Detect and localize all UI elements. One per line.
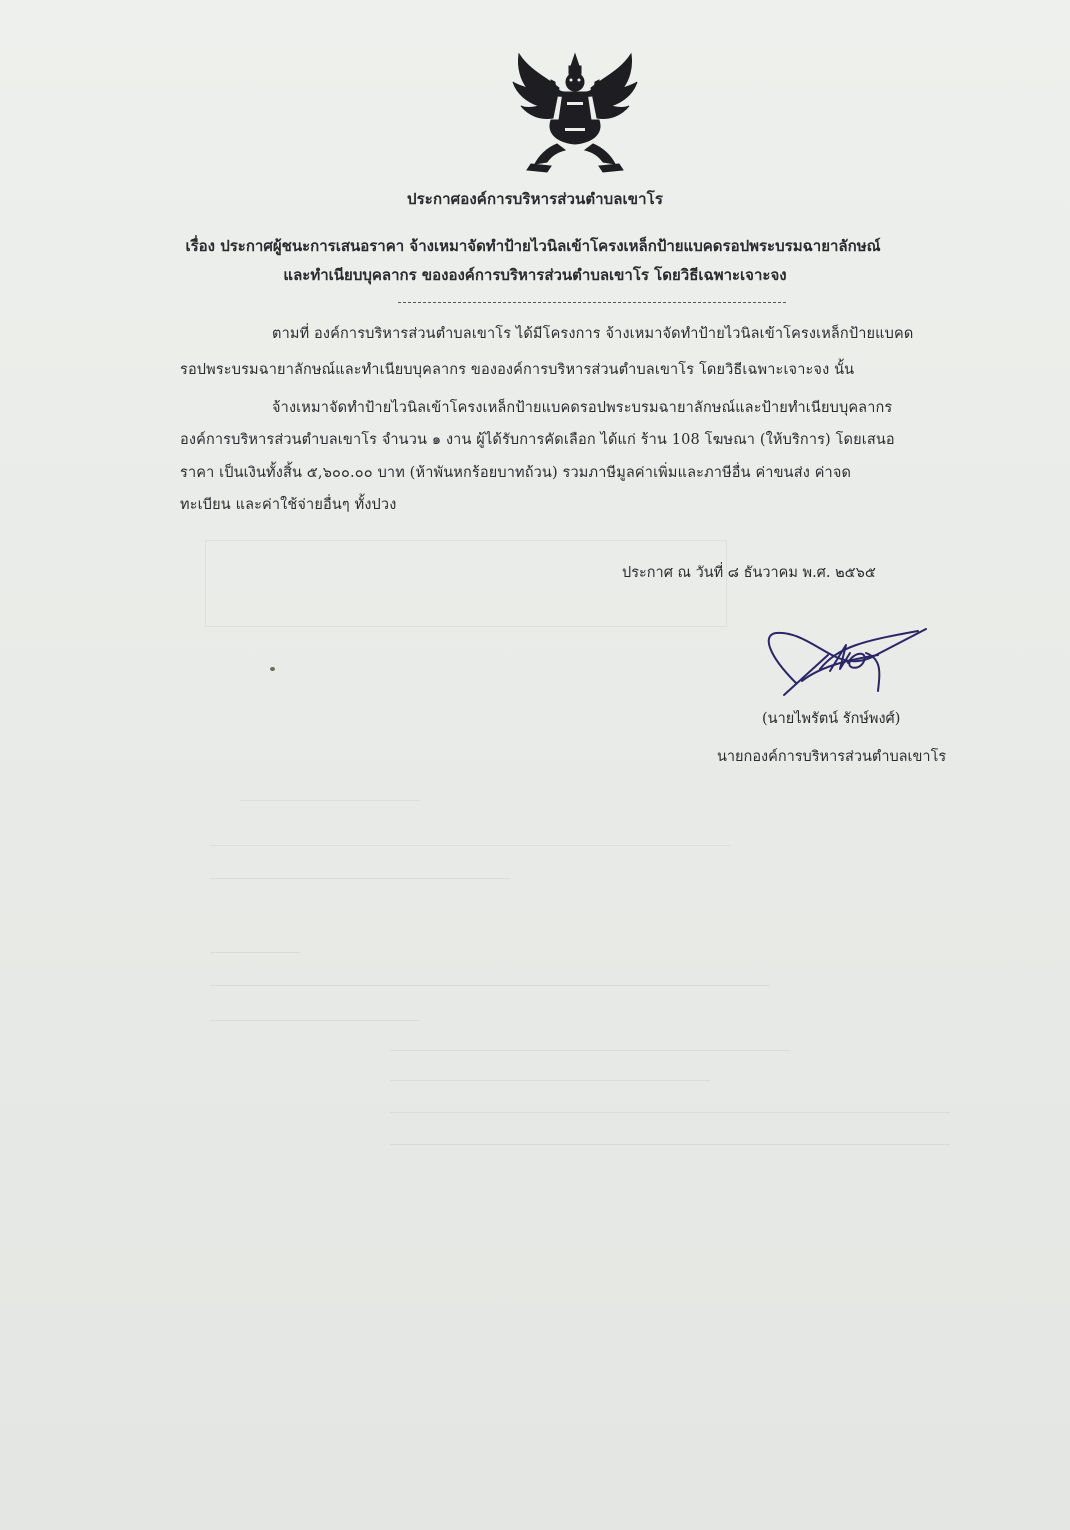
date-line: ประกาศ ณ วันที่ ๘ ธันวาคม พ.ศ. ๒๕๖๕: [622, 565, 876, 581]
bleedthrough-line: [210, 845, 730, 846]
subject-line-2: และทำเนียบบุคลากร ขององค์การบริหารส่วนตำบลเขาโร โดยวิธีเฉพาะเจาะจง: [283, 266, 787, 284]
paragraph-1-line-1: ตามที่ องค์การบริหารส่วนตำบลเขาโร ได้มีโครงการ จ้างเหมาจัดทำป้ายไวนิลเข้าโครงเหล็กป้ายแบคด: [272, 326, 914, 342]
signer-name: (นายไพรัตน์ รักษ์พงศ์): [762, 711, 901, 727]
garuda-emblem-icon: [507, 48, 643, 178]
paragraph-2-line-4: ทะเบียน และค่าใช้จ่ายอื่นๆ ทั้งปวง: [180, 497, 397, 513]
paragraph-2-line-1: จ้างเหมาจัดทำป้ายไวนิลเข้าโครงเหล็กป้ายแบคดรอปพระบรมฉายาลักษณ์และป้ายทำเนียบบุคลากร: [272, 400, 893, 416]
bleedthrough-line: [390, 1080, 710, 1081]
bleedthrough-line: [390, 1112, 950, 1113]
bleedthrough-line: [210, 878, 510, 879]
bleedthrough-line: [210, 1020, 420, 1021]
announcement-header: ประกาศองค์การบริหารส่วนตำบลเขาโร: [407, 190, 663, 208]
subject-line-1: เรื่อง ประกาศผู้ชนะการเสนอราคา จ้างเหมาจัดทำป้ายไวนิลเข้าโครงเหล็กป้ายแบคดรอปพระบรมฉายาลักษณ์: [185, 237, 881, 255]
bleedthrough-line: [210, 985, 770, 986]
signature-icon: [758, 625, 933, 700]
bleedthrough-line: [390, 1050, 790, 1051]
paragraph-2-line-3: ราคา เป็นเงินทั้งสิ้น ๕,๖๐๐.๐๐ บาท (ห้าพันหกร้อยบาทถ้วน) รวมภาษีมูลค่าเพิ่มและภาษีอื่น ค่าขนส่ง ค่าจด: [180, 465, 852, 481]
signer-title: นายกองค์การบริหารส่วนตำบลเขาโร: [717, 749, 947, 765]
bleedthrough-line: [210, 952, 300, 953]
separator-rule: [398, 302, 786, 303]
bleedthrough-line: [390, 1144, 950, 1145]
paper-speck: [270, 667, 275, 671]
bleedthrough-line: [240, 800, 420, 801]
paragraph-2-line-2: องค์การบริหารส่วนตำบลเขาโร จำนวน ๑ งาน ผู้ได้รับการคัดเลือก ได้แก่ ร้าน 108 โฆษณา (ให้บริการ) โดยเสนอ: [180, 432, 895, 448]
paragraph-1-line-2: รอปพระบรมฉายาลักษณ์และทำเนียบบุคลากร ขององค์การบริหารส่วนตำบลเขาโร โดยวิธีเฉพาะเจาะจง นั้น: [180, 362, 855, 378]
